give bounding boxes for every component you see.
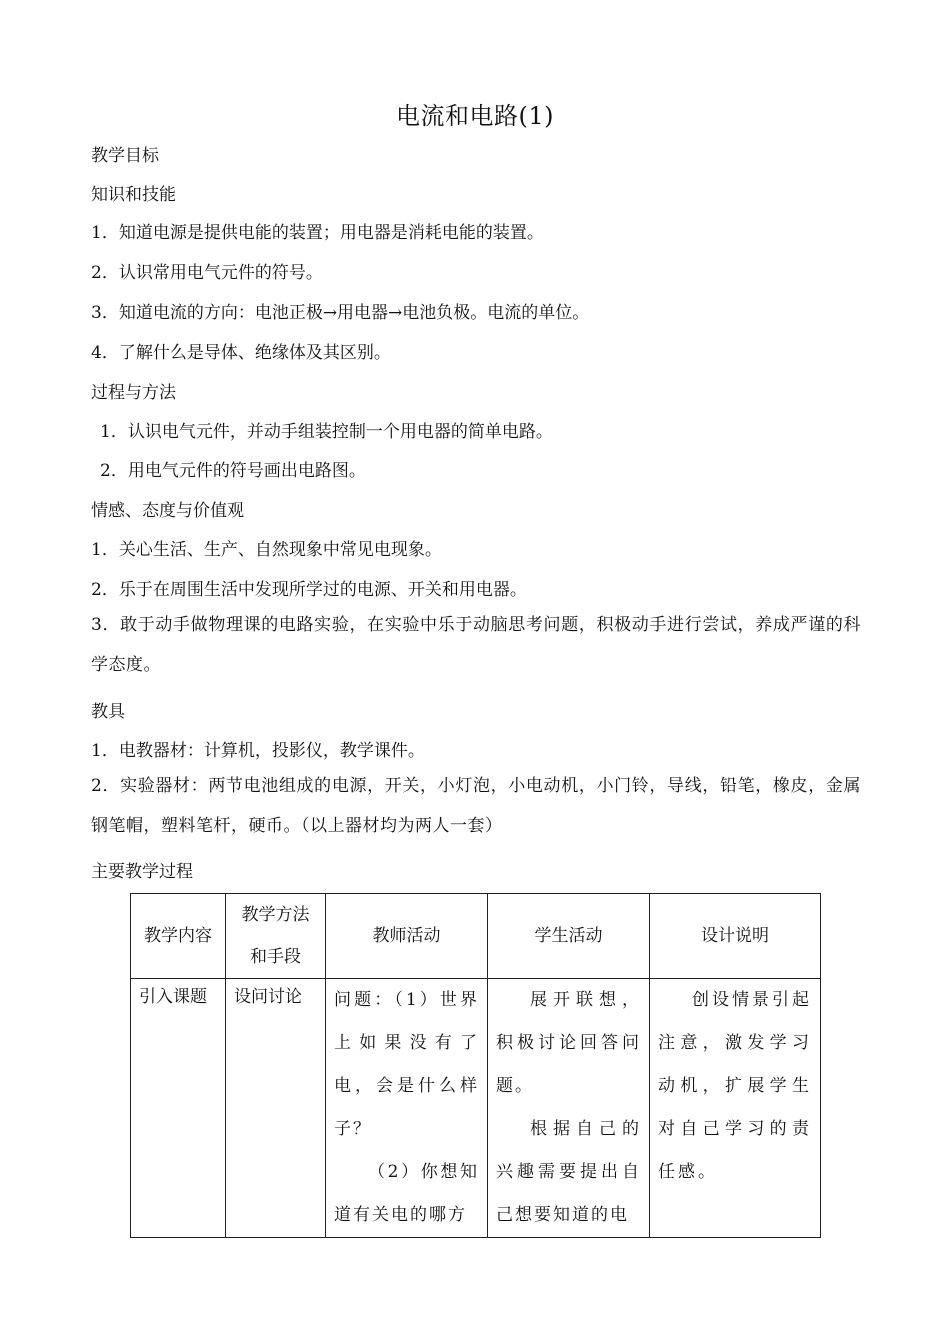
tools-item: 2．实验器材：两节电池组成的电源，开关，小灯泡，小电动机，小门铃，导线，铅笔，橡皮，金属钢笔帽，塑料笔杆，硬币。（以上器材均为两人一套） bbox=[91, 776, 861, 836]
emotion-item: 1．关心生活、生产、自然现象中常见电现象。 bbox=[91, 540, 442, 560]
table-cell: 引入课题 bbox=[131, 979, 226, 1238]
knowledge-item: 1．知道电源是提供电能的装置；用电器是消耗电能的装置。 bbox=[91, 223, 544, 243]
process-item: 2．用电气元件的符号画出电路图。 bbox=[100, 461, 366, 481]
table-header: 学生活动 bbox=[488, 894, 650, 979]
knowledge-item: 2．认识常用电气元件的符号。 bbox=[91, 263, 323, 283]
heading-emotion-values: 情感、态度与价值观 bbox=[91, 501, 244, 521]
heading-process-methods: 过程与方法 bbox=[91, 383, 176, 403]
table-header: 教学内容 bbox=[131, 894, 226, 979]
teacher-activity-text: （2）你想知道有关电的哪方 bbox=[334, 1162, 479, 1225]
student-activity-text: 展开联想，积极讨论回答问题。 bbox=[496, 990, 641, 1096]
table-cell bbox=[326, 979, 488, 1238]
teacher-activity-text: 问题：（1）世界上如果没有了电，会是什么样子？ bbox=[334, 990, 479, 1139]
table-header: 教学方法和手段 bbox=[226, 894, 326, 979]
knowledge-item: 3．知道电流的方向：电池正极→用电器→电池负极。电流的单位。 bbox=[91, 303, 590, 323]
table-header: 设计说明 bbox=[650, 894, 821, 979]
table-header-row bbox=[131, 894, 821, 979]
teaching-process-table bbox=[130, 893, 821, 1238]
knowledge-item: 4．了解什么是导体、绝缘体及其区别。 bbox=[91, 343, 391, 363]
table-cell bbox=[488, 979, 650, 1238]
design-note-text: 创设情景引起注意，激发学习动机，扩展学生对自己学习的责任感。 bbox=[658, 990, 812, 1182]
heading-knowledge-skills: 知识和技能 bbox=[91, 185, 176, 205]
table-cell bbox=[650, 979, 821, 1238]
table-header: 教师活动 bbox=[326, 894, 488, 979]
tools-item: 1．电教器材：计算机，投影仪，教学课件。 bbox=[91, 741, 425, 761]
heading-teaching-aids: 教具 bbox=[91, 702, 125, 722]
emotion-item: 3．敢于动手做物理课的电路实验，在实验中乐于动脑思考问题，积极动手进行尝试，养成严谨的科学态度。 bbox=[91, 615, 861, 675]
page-title: 电流和电路(1) bbox=[396, 102, 554, 130]
heading-main-process: 主要教学过程 bbox=[91, 862, 193, 882]
student-activity-text: 根据自己的兴趣需要提出自己想要知道的电 bbox=[496, 1119, 641, 1225]
emotion-item: 2．乐于在周围生活中发现所学过的电源、开关和用电器。 bbox=[91, 580, 527, 600]
table-row bbox=[131, 979, 821, 1238]
table-cell: 设问讨论 bbox=[226, 979, 326, 1238]
process-item: 1．认识电气元件，并动手组装控制一个用电器的简单电路。 bbox=[100, 422, 553, 442]
heading-teaching-goals: 教学目标 bbox=[91, 146, 159, 166]
